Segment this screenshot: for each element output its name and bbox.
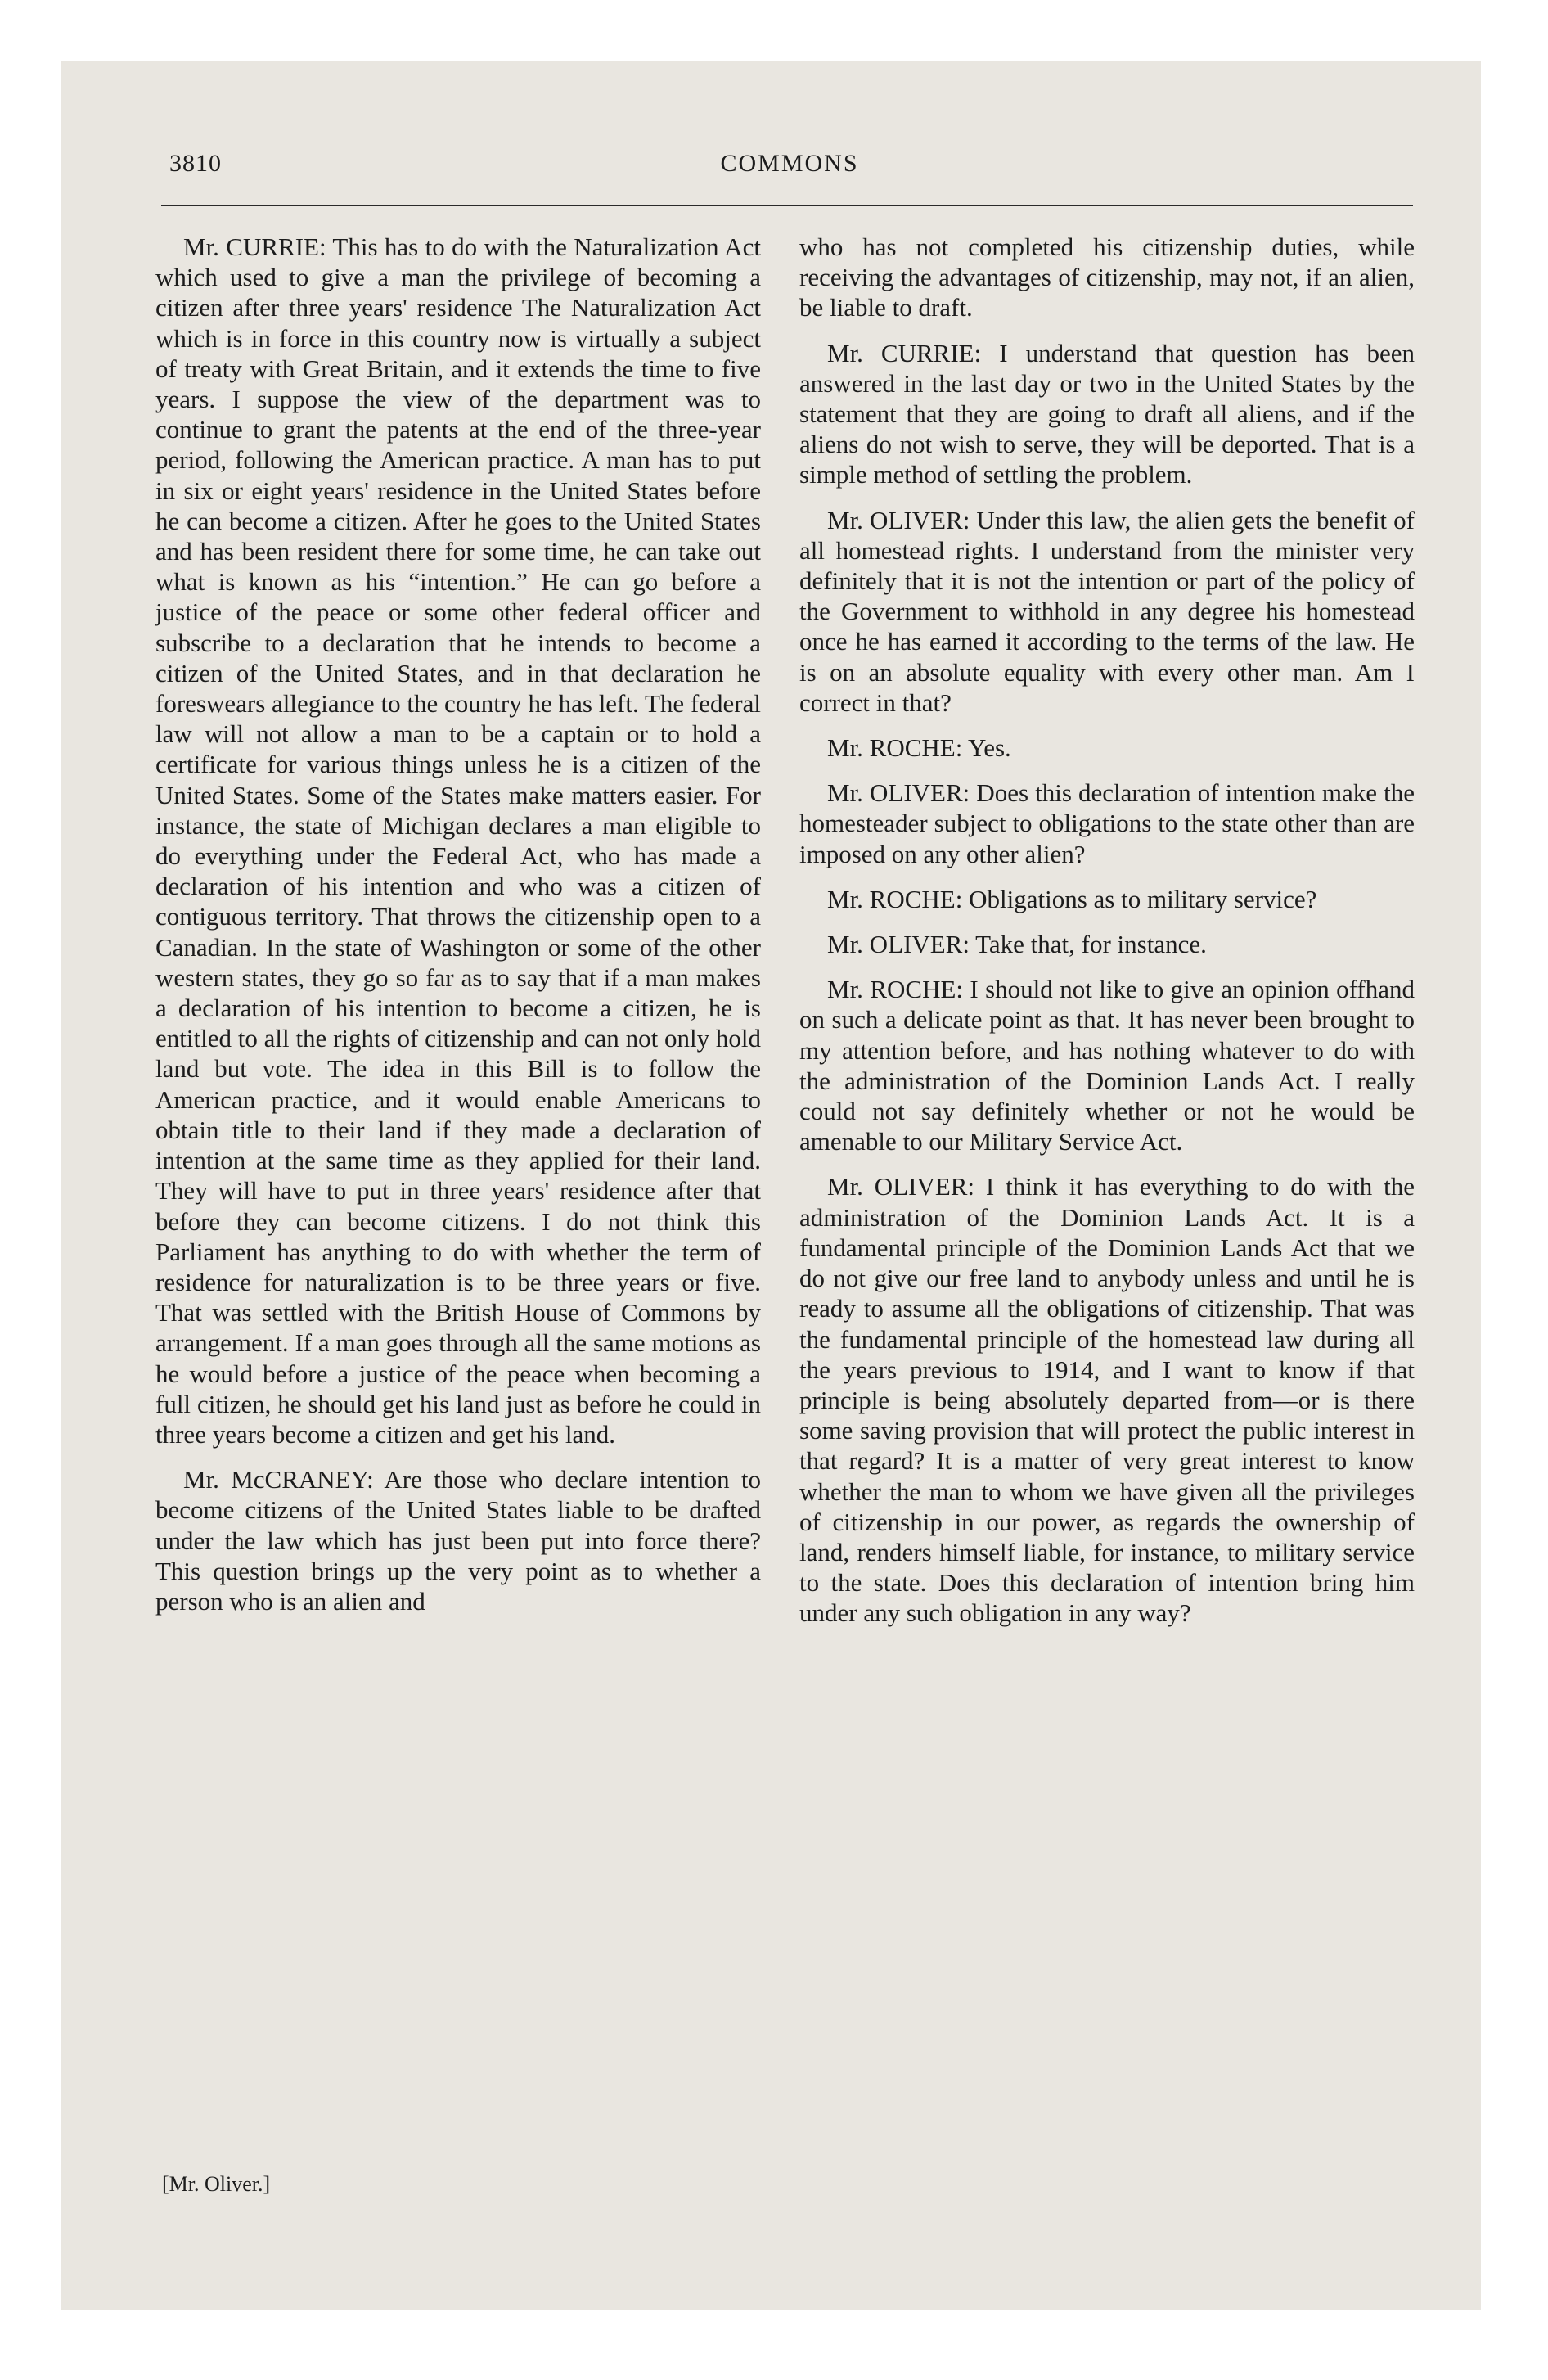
page-number: 3810 (169, 150, 222, 177)
paragraph-roche-military: Mr. ROCHE: Obligations as to military service? (827, 884, 1317, 913)
right-column (799, 232, 1415, 1643)
paragraph-mccraney-question: Mr. McCRANEY: Are those who declare intention to become citizens of the United States liable to be drafted under the law which has just been put into force there? This question brings up the very point as to whether a person who is an alien and (155, 1465, 761, 1616)
page-header (169, 150, 1410, 186)
left-column (155, 232, 761, 1631)
paragraph-oliver-instance: Mr. OLIVER: Take that, for instance. (827, 930, 1207, 959)
paragraph-roche-yes: Mr. ROCHE: Yes. (827, 733, 1011, 763)
running-head: COMMONS (720, 150, 859, 177)
paragraph-continuation: who has not completed his citizenship duties, while receiving the advantages of citizenship, may not, if an alien, be liable to draft. (799, 232, 1415, 322)
paragraph-currie-naturalization: Mr. CURRIE: This has to do with the Naturalization Act which used to give a man the privilege of becoming a citizen after three years' residence The Naturalization Act which is in force in this country now is virtually a subject of treaty with Great Britain, and it extends the time to five years. I suppose the view of the department was to continue to grant the patents at the end of the three-year period, following the American practice. A man has to put in six or eight years' residence in the United States before he can become a citizen. After he goes to the United States and has been resident there for some time, he can take out what is known as his “intention.” He can go before a justice of the peace or some other federal officer and subscribe to a declaration that he intends to become a citizen of the United States, and in that declaration he foreswears allegiance to the country he has left. The federal law will not allow a man to be a captain or to hold a certificate for various things unless he is a citizen of the United States. Some of the States make matters easier. For instance, the state of Michigan declares a man eligible to do everything under the Federal Act, who has made a declaration of his intention and who was a citizen of contiguous territory. That throws the citizenship open to a Canadian. In the state of Washington or some of the other western states, they go so far as to say that if a man makes a declaration of his intention to become a citizen, he is entitled to all the rights of citizenship and can not only hold land but vote. The idea in this Bill is to follow the American practice, and it would enable Americans to obtain title to their land if they made a declaration of intention at the same time as they applied for their land. They will have to put in three years' residence after that before they can become citizens. I do not think this Parliament has anything to do with whether the term of residence for naturalization is to be three years or five. That was settled with the British House of Commons by arrangement. If a man goes through all the same motions as he would before a justice of the peace when becoming a full citizen, he should get his land just as before he could in three years become a citizen and get his land. (155, 232, 761, 1449)
paragraph-roche-offhand: Mr. ROCHE: I should not like to give an opinion offhand on such a delicate point as that. It has never been brought to my attention before, and has nothing whatever to do with the administration of the Dominion Lands Act. I really could not say definitely whether or not he would be amenable to our Military Service Act. (799, 975, 1415, 1156)
paragraph-currie-draft: Mr. CURRIE: I understand that question has been answered in the last day or two in the United States by the statement that they are going to draft all aliens, and if the aliens do not wish to serve, they will be deported. That is a simple method of settling the problem. (799, 338, 1415, 489)
paragraph-oliver-fundamental: Mr. OLIVER: I think it has everything to do with the administration of the Dominion Lands Act. It is a fundamental principle of the Dominion Lands Act that we do not give our free land to anybody unless and until he is ready to assume all the obligations of citizenship. That was the fundamental principle of the homestead law during all the years previous to 1914, and I want to know if that principle is being absolutely departed from—or is there some saving provision that will protect the public interest in that regard? It is a matter of very great interest to know whether the man to whom we have given all the privileges of citizenship in our power, as regards the ownership of land, renders himself liable, for instance, to military service to the state. Does this declaration of intention bring him under any such obligation in any way? (799, 1172, 1415, 1628)
paragraph-oliver-homestead: Mr. OLIVER: Under this law, the alien gets the benefit of all homestead rights. I understand from the minister very definitely that it is not the intention or part of the policy of the Government to withhold in any degree his homestead once he has earned it according to the terms of the law. He is on an absolute equality with every other man. Am I correct in that? (799, 505, 1415, 717)
speaker-footnote: [Mr. Oliver.] (162, 2172, 271, 2196)
paragraph-oliver-obligations: Mr. OLIVER: Does this declaration of intention make the homesteader subject to obligations to the state other than are imposed on any other alien? (799, 778, 1415, 868)
header-rule (161, 205, 1413, 206)
